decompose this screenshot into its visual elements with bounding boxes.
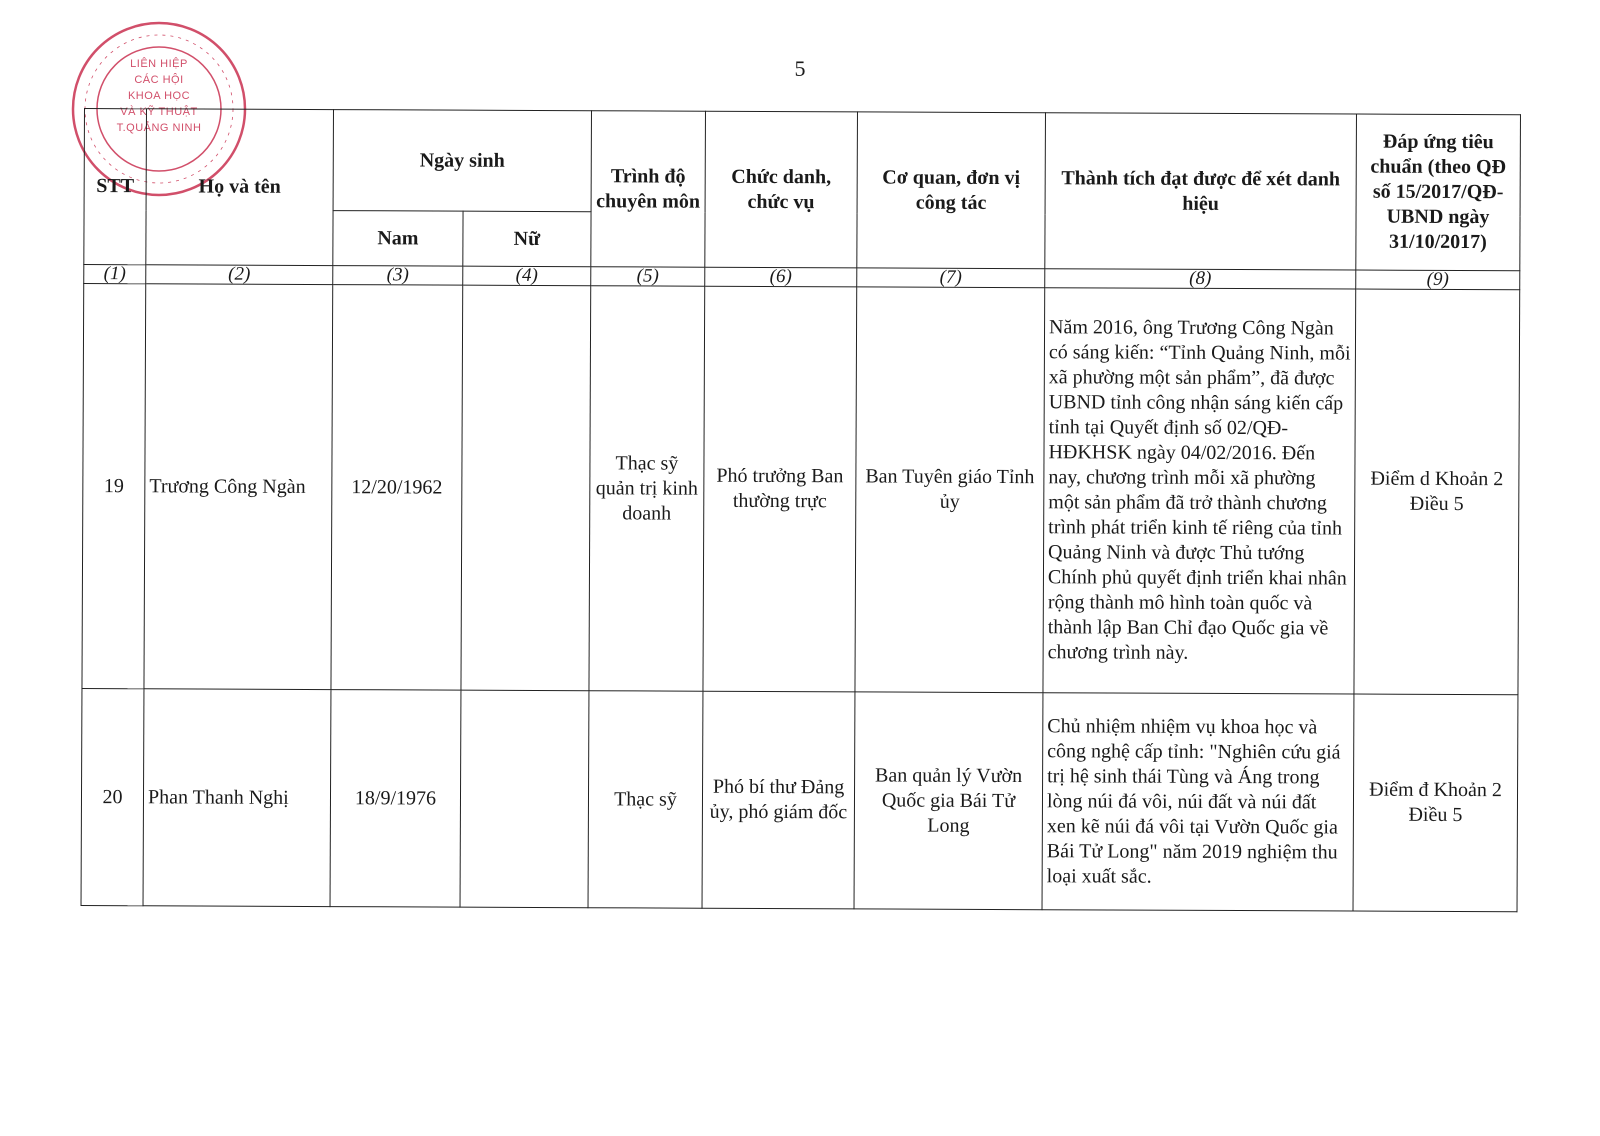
header-achievement: Thành tích đạt được để xét danh hiệu: [1045, 113, 1357, 270]
column-number: (8): [1045, 269, 1356, 289]
seal-line: LIÊN HIỆP: [130, 58, 188, 70]
seal-line: CÁC HỘI: [134, 74, 184, 86]
seal-line: VÀ KỸ THUẬT: [120, 106, 198, 118]
header-stt: STT: [84, 109, 147, 265]
header-birth: Ngày sinh: [333, 110, 591, 212]
cell-achievement: Chủ nhiệm nhiệm vụ khoa học và công nghệ cấp tỉnh: "Nghiên cứu giá trị hệ sinh thái Tùng và Áng trong lòng núi đá vôi, núi đất và núi đất xen kẽ núi đá vôi tại Vườn Quốc gia Bái Tử Long" năm 2019 nghiệm thu loại xuất sắc.: [1042, 693, 1354, 911]
column-number: (3): [333, 266, 463, 286]
cell-position: Phó bí thư Đảng ủy, phó giám đốc: [702, 691, 855, 909]
column-number: (7): [857, 268, 1045, 288]
header-criteria: Đáp ứng tiêu chuẩn (theo QĐ số 15/2017/QĐ-UBND ngày 31/10/2017): [1356, 114, 1521, 271]
cell-name: Trương Công Ngàn: [144, 284, 333, 690]
header-position: Chức danh, chức vụ: [705, 111, 858, 268]
header-agency: Cơ quan, đơn vị công tác: [857, 112, 1046, 269]
column-number: (4): [463, 266, 591, 286]
cell-stt: 20: [81, 688, 144, 905]
column-number: (9): [1356, 270, 1520, 290]
cell-stt: 19: [82, 284, 146, 689]
cell-agency: Ban quản lý Vườn Quốc gia Bái Tử Long: [854, 692, 1043, 910]
cell-achievement: Năm 2016, ông Trương Công Ngàn có sáng kiến: “Tỉnh Quảng Ninh, mỗi xã phường một sản phẩm”, đã được UBND tỉnh công nhận sáng kiến cấp tỉnh tại Quyết định số 02/QĐ-HĐKHSK ngày 04/02/2016. Đến nay, chương trình mỗi xã phường một sản phẩm đã trở thành chương trình phát triển kinh tế riêng của tỉnh Quảng Ninh và được Thủ tướng Chính phủ quyết định triển khai nhân rộng thành mô hình toàn quốc và thành lập Ban Chỉ đạo Quốc gia về chương trình này.: [1043, 288, 1356, 694]
column-number: (5): [591, 267, 705, 286]
cell-criteria: Điểm d Khoản 2 Điều 5: [1354, 289, 1520, 695]
cell-name: Phan Thanh Nghị: [143, 689, 331, 907]
table-row: [81, 688, 1518, 911]
header-row: [84, 109, 1520, 216]
seal-line: T.QUẢNG NINH: [116, 122, 202, 134]
cell-criteria: Điểm đ Khoản 2 Điều 5: [1353, 694, 1518, 912]
column-number: (1): [84, 265, 146, 284]
header-male: Nam: [333, 211, 463, 267]
table-row: [82, 284, 1520, 695]
header-qualification: Trình độ chuyên môn: [591, 111, 706, 267]
header-female: Nữ: [463, 211, 591, 267]
cell-birth-female: [460, 690, 589, 908]
cell-agency: Ban Tuyên giáo Tỉnh ủy: [855, 287, 1045, 693]
cell-qualification: Thạc sỹ: [588, 691, 703, 908]
column-number: (6): [705, 267, 857, 287]
page-number: 5: [794, 56, 806, 81]
cell-birth-female: [461, 285, 591, 691]
cell-birth-male: 12/20/1962: [331, 285, 463, 691]
seal-line: KHOA HỌC: [127, 90, 191, 102]
column-number: (2): [146, 265, 333, 285]
award-nominee-table: [81, 108, 1521, 912]
cell-qualification: Thạc sỹ quản trị kinh doanh: [589, 286, 705, 691]
cell-birth-male: 18/9/1976: [330, 690, 461, 908]
header-name: Họ và tên: [146, 109, 334, 266]
cell-position: Phó trưởng Ban thường trực: [703, 286, 857, 692]
